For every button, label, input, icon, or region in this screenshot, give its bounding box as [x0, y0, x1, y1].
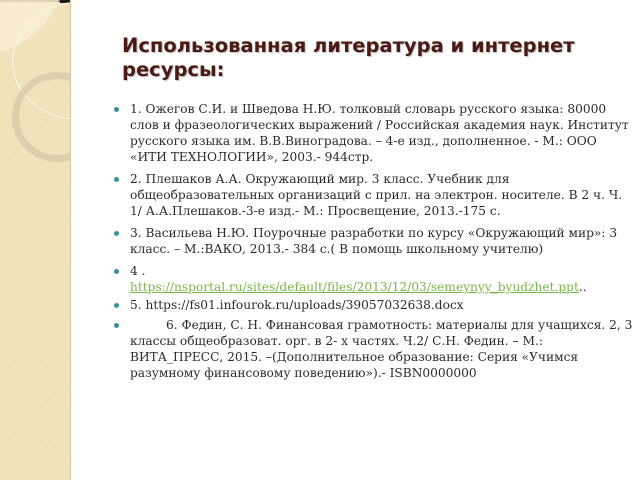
reference-item-2 [110, 171, 635, 219]
bullet-icon [114, 231, 119, 236]
bullet-icon [114, 177, 119, 182]
reference-text: 5. https://fs01.infourok.ru/uploads/39057032638.docx [130, 298, 464, 312]
reference-number: 4 . [130, 264, 146, 278]
reference-item-1 [110, 101, 635, 165]
reference-item-3 [110, 225, 635, 257]
reference-item-4 [110, 263, 635, 295]
reference-text: 2. Плешаков А.А. Окружающий мир. 3 класс. Учебник для общеобразовательных организаций с прил. на электрон. носителе. В 2 ч. Ч. 1/ А.А.Плешаков.-3-е изд.- М.: Просвещение, 2013.-175 с. [130, 172, 623, 218]
reference-suffix: .. [578, 280, 587, 294]
bullet-icon [114, 323, 119, 328]
reference-list [110, 101, 635, 387]
reference-text: 6. Федин, С. Н. Финансовая грамотность: материалы для учащихся. 2, 3 классы общеобразоват. орг. в 2- х частях. Ч.2/ С.Н. Федин. – М.: ВИТА_ПРЕСС, 2015. –(Дополнительное образование: Серия «Учимся разумному финансовому поведению»).- ISBN0000000 [130, 318, 633, 380]
slide-title: Использованная литература и интернет ресурсы: [122, 34, 575, 81]
reference-item-6 [110, 317, 635, 381]
bullet-icon [114, 269, 119, 274]
bullet-icon [114, 107, 119, 112]
decorative-side-strip [0, 0, 71, 480]
bullet-icon [114, 303, 119, 308]
reference-text: 3. Васильева Н.Ю. Поурочные разработки по курсу «Окружающий мир»: 3 класс. – М.:ВАКО, 2013.- 384 с.( В помощь школьному учителю) [130, 226, 618, 256]
reference-text: 1. Ожегов С.И. и Шведова Н.Ю. толковый словарь русского языка: 80000 слов и фразеологических выражений / Российская академия наук. Институт русского языка им. В.В.Виноградова. – 4-е изд., дополненное. - М.: ООО «ИТИ ТЕХНОЛОГИИ», 2003.- 944стр. [130, 102, 629, 164]
reference-item-5 [110, 297, 635, 313]
reference-link-nsportal[interactable]: https://nsportal.ru/sites/default/files/2013/12/03/semeynyy_byudzhet.ppt [130, 280, 579, 294]
